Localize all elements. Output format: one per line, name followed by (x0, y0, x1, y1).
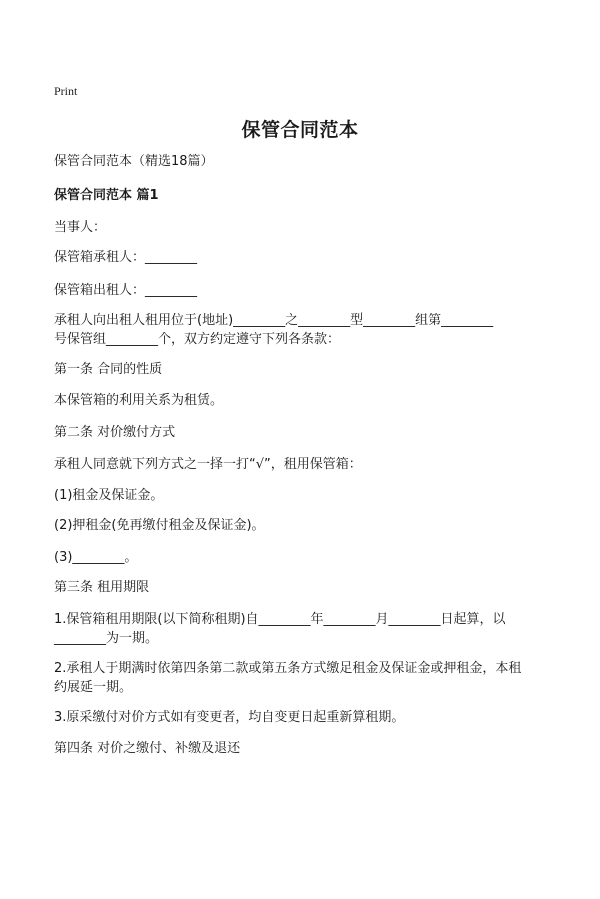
article-2-heading: 第二条 对价缴付方式 (54, 425, 176, 440)
section-heading: 保管合同范本 篇1 (54, 188, 159, 203)
article-3-item-1-line1: 1.保管箱租用期限(以下简称租期)自________年________月________日起算，以 (54, 612, 506, 627)
paragraph-lessor: 保管箱出租人：________ (54, 283, 198, 298)
article-2-option-2: (2)押租金(免再缴付租金及保证金)。 (54, 518, 265, 533)
article-4-heading: 第四条 对价之缴付、补缴及退还 (54, 741, 241, 756)
article-2-option-3: (3)________。 (54, 550, 138, 565)
article-1-body: 本保管箱的利用关系为租赁。 (54, 393, 224, 408)
article-1-heading: 第一条 合同的性质 (54, 362, 163, 377)
article-3-item-1-line2: ________为一期。 (54, 631, 159, 646)
document-subtitle: 保管合同范本（精选18篇） (54, 154, 214, 169)
article-2-body: 承租人同意就下列方式之一择一打“√”，租用保管箱： (54, 457, 362, 472)
article-3-item-2-line1: 2.承租人于期满时依第四条第二款或第五条方式缴足租金及保证金或押租金，本租 (54, 661, 522, 676)
print-link[interactable]: Print (54, 84, 78, 98)
article-2-option-1: (1)租金及保证金。 (54, 488, 164, 503)
paragraph-parties: 当事人： (54, 220, 107, 235)
article-3-heading: 第三条 租用期限 (54, 580, 150, 595)
paragraph-rental-location-line2: 号保管组________个，双方约定遵守下列各条款： (54, 332, 341, 347)
document-title: 保管合同范本 (241, 119, 359, 141)
paragraph-lessee: 保管箱承租人：________ (54, 250, 198, 265)
article-3-item-3: 3.原采缴付对价方式如有变更者，均自变更日起重新算租期。 (54, 710, 405, 725)
article-3-item-2-line2: 约展延一期。 (54, 680, 133, 695)
paragraph-rental-location-line1: 承租人向出租人租用位于(地址)________之________型________组第________ (54, 313, 494, 328)
